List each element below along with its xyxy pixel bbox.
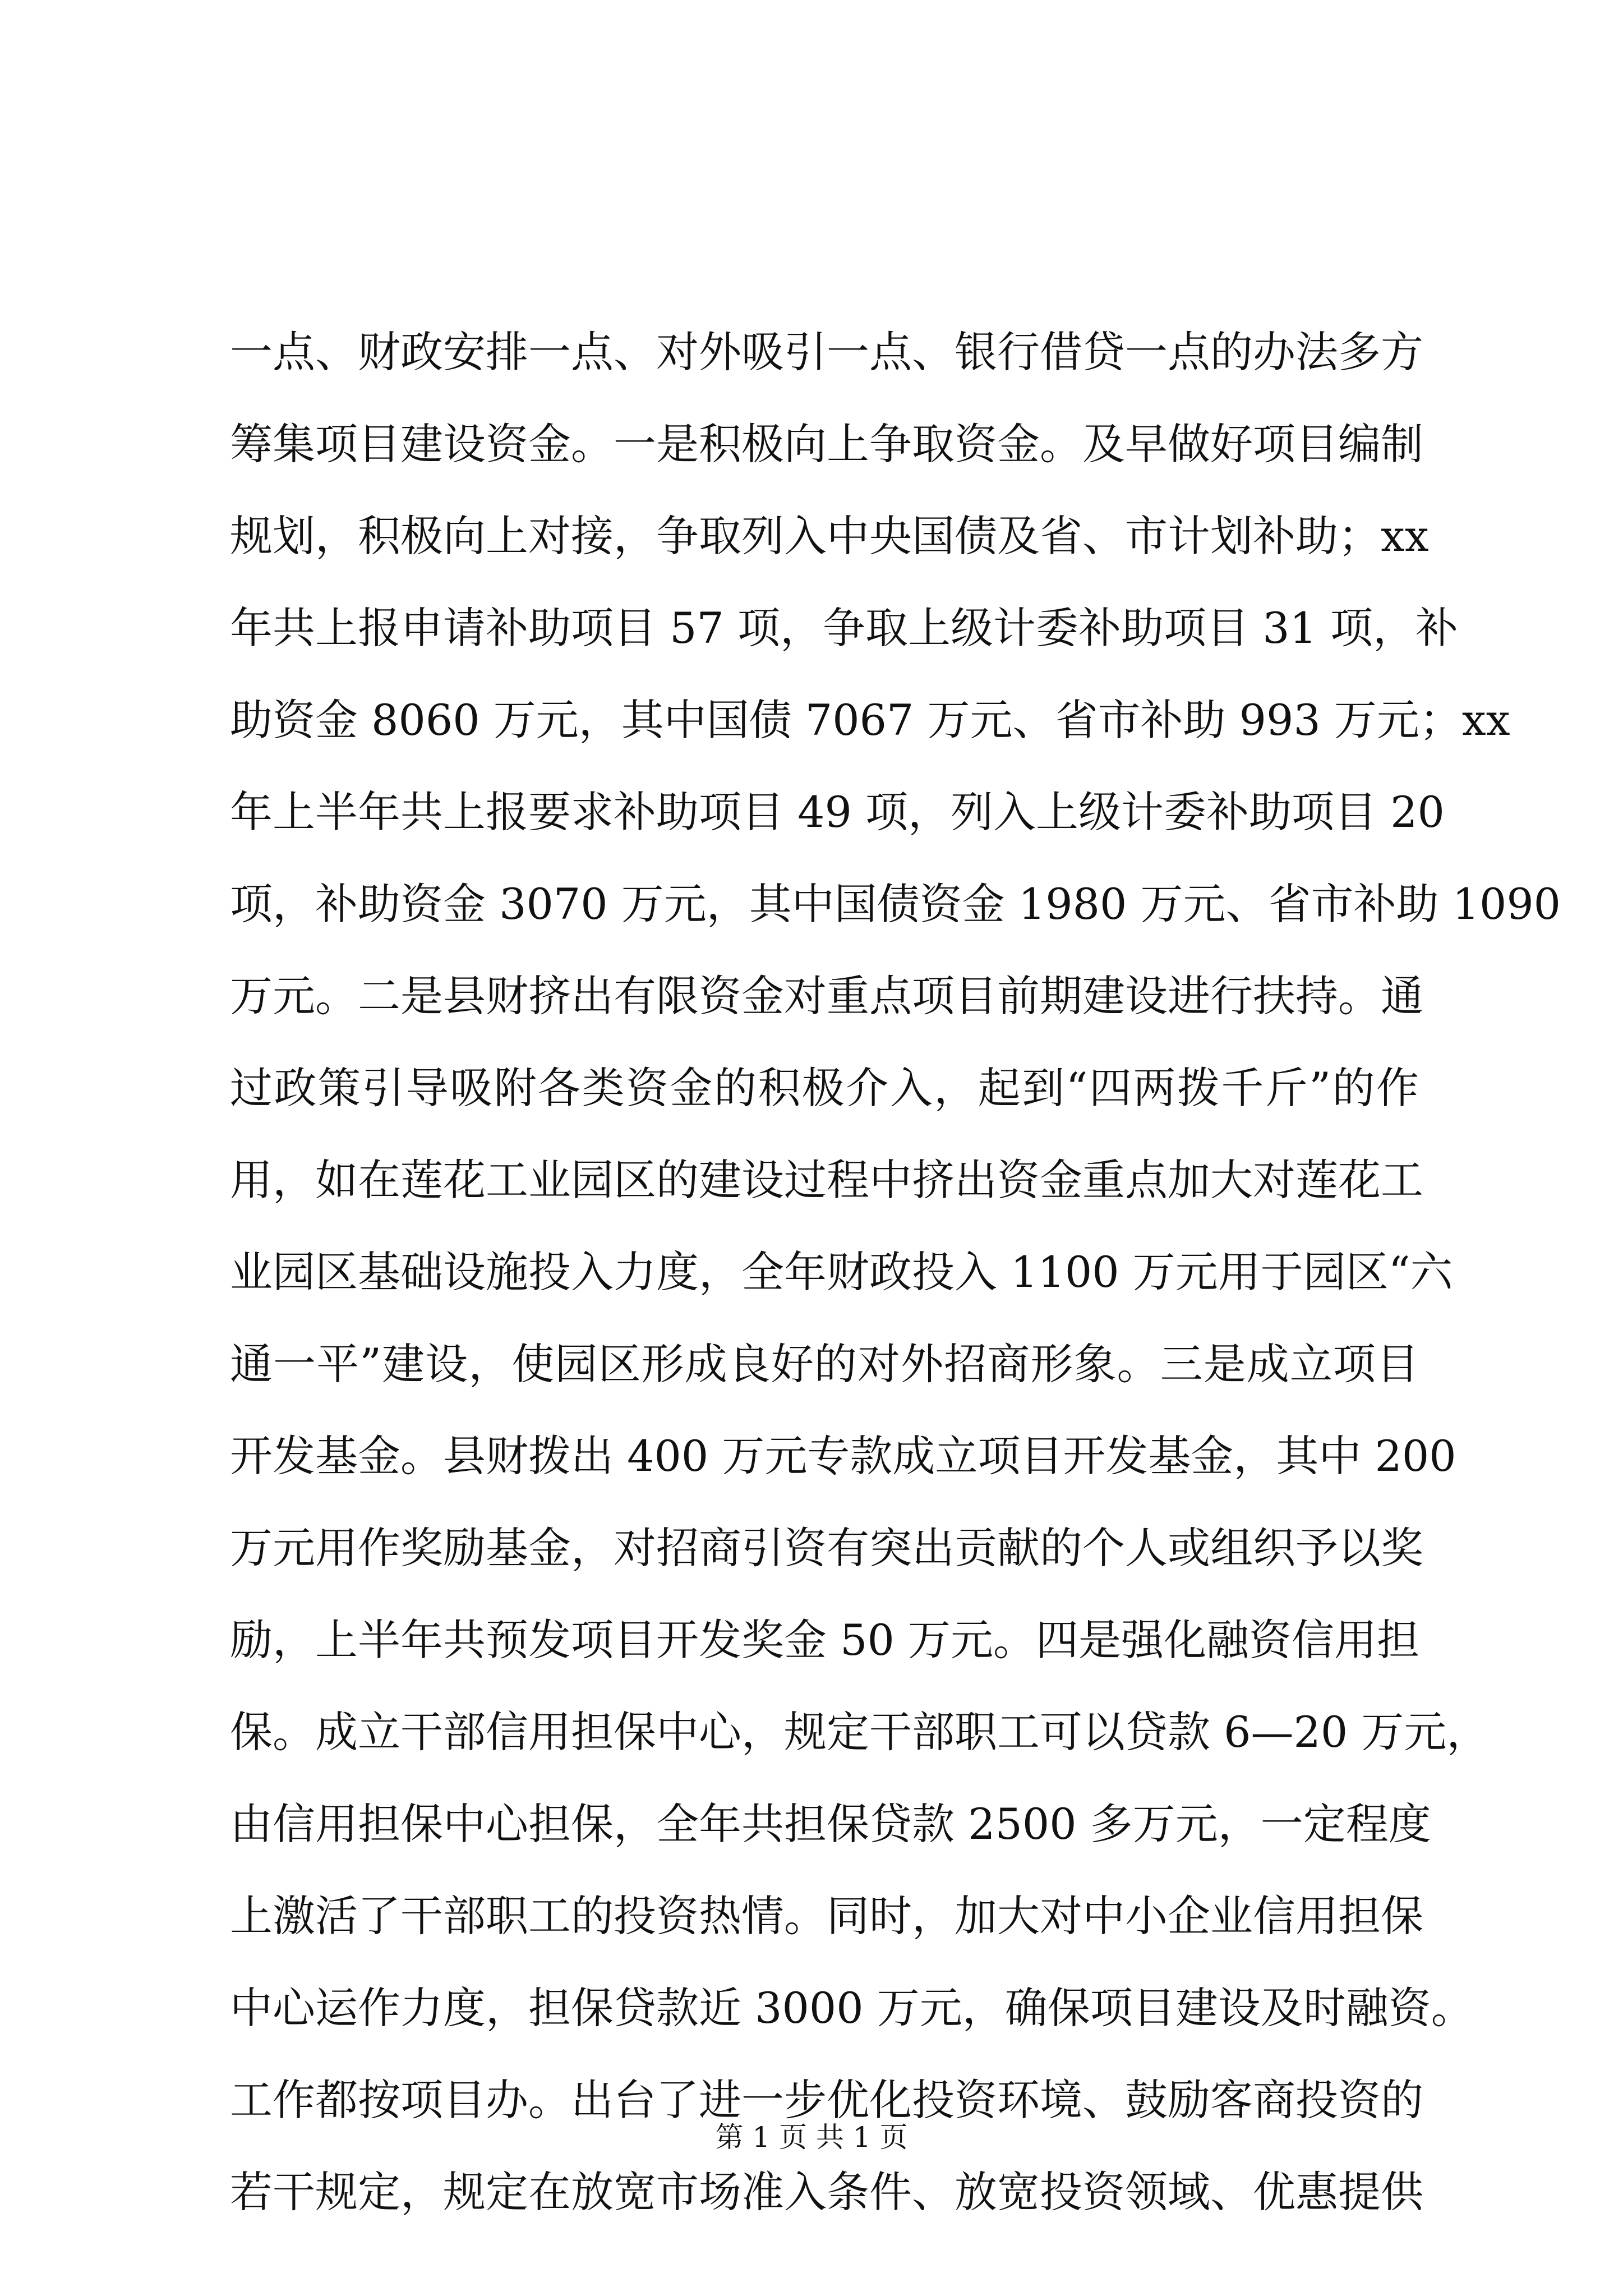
text-line-16: 保。成立干部信用担保中心，规定干部职工可以贷款 6—20 万元， bbox=[230, 1707, 1490, 1757]
text-line-11: 业园区基础设施投入力度，全年财政投入 1100 万元用于园区“六 bbox=[230, 1247, 1453, 1297]
text-line-8: 万元。二是县财挤出有限资金对重点项目前期建设进行扶持。通 bbox=[230, 971, 1423, 1021]
text-line-10: 用，如在莲花工业园区的建设过程中挤出资金重点加大对莲花工 bbox=[230, 1155, 1423, 1205]
text-line-4: 年共上报申请补助项目 57 项，争取上级计委补助项目 31 项，补 bbox=[230, 603, 1459, 653]
text-line-15: 励，上半年共预发项目开发奖金 50 万元。四是强化融资信用担 bbox=[230, 1615, 1420, 1665]
text-line-17: 由信用担保中心担保，全年共担保贷款 2500 多万元，一定程度 bbox=[230, 1799, 1431, 1849]
text-line-13: 开发基金。县财拨出 400 万元专款成立项目开发基金，其中 200 bbox=[230, 1431, 1456, 1481]
text-line-9: 过政策引导吸附各类资金的积极介入，起到“四两拨千斤”的作 bbox=[230, 1063, 1419, 1113]
text-line-2: 筹集项目建设资金。一是积极向上争取资金。及早做好项目编制 bbox=[230, 419, 1423, 469]
text-line-19: 中心运作力度，担保贷款近 3000 万元，确保项目建设及时融资。 bbox=[230, 1983, 1474, 2033]
text-line-1: 一点、财政安排一点、对外吸引一点、银行借贷一点的办法多方 bbox=[230, 327, 1423, 377]
text-line-7: 项，补助资金 3070 万元，其中国债资金 1980 万元、省市补助 1090 bbox=[230, 879, 1561, 929]
text-line-6: 年上半年共上报要求补助项目 49 项，列入上级计委补助项目 20 bbox=[230, 787, 1445, 837]
text-line-20: 工作都按项目办。出台了进一步优化投资环境、鼓励客商投资的 bbox=[230, 2075, 1423, 2125]
text-line-5: 助资金 8060 万元，其中国债 7067 万元、省市补助 993 万元；xx bbox=[230, 695, 1510, 745]
body-paragraph bbox=[230, 306, 1561, 2238]
page-number-footer: 第 1 页 共 1 页 bbox=[715, 2121, 908, 2154]
text-line-18: 上激活了干部职工的投资热情。同时，加大对中小企业信用担保 bbox=[230, 1891, 1423, 1941]
text-line-3: 规划，积极向上对接，争取列入中央国债及省、市计划补助；xx bbox=[230, 511, 1429, 561]
text-line-12: 通一平”建设，使园区形成良好的对外招商形象。三是成立项目 bbox=[230, 1339, 1419, 1389]
text-line-21: 若干规定，规定在放宽市场准入条件、放宽投资领域、优惠提供 bbox=[230, 2167, 1423, 2217]
text-line-14: 万元用作奖励基金，对招商引资有突出贡献的个人或组织予以奖 bbox=[230, 1523, 1423, 1573]
